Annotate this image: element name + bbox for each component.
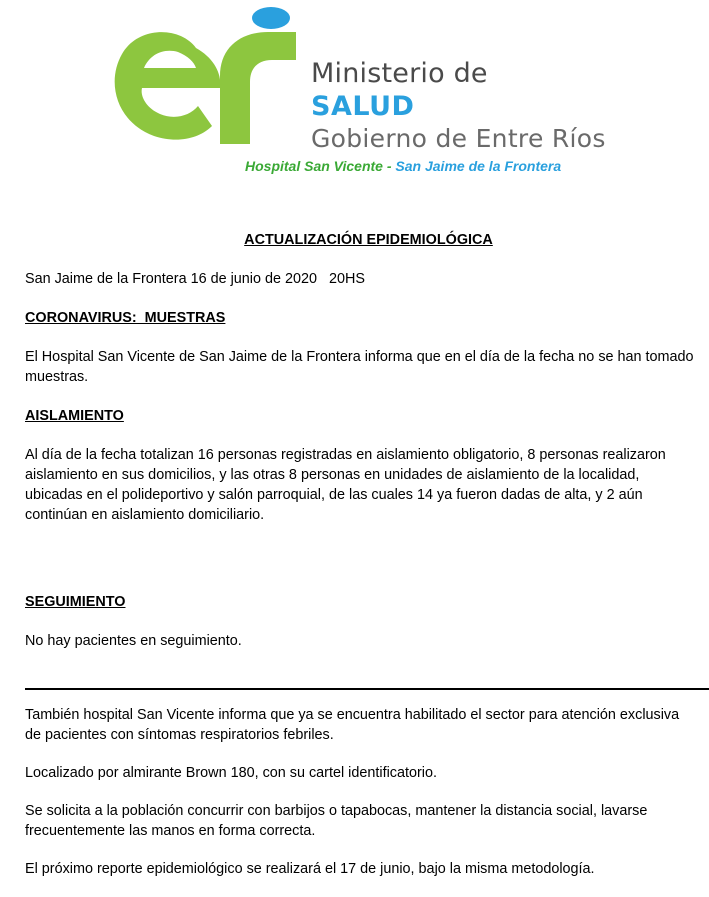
hospital-town: San Jaime de la Frontera xyxy=(395,158,562,174)
hospital-separator: - xyxy=(382,158,396,174)
section-heading-muestras: CORONAVIRUS: MUESTRAS xyxy=(25,310,226,326)
ministry-line1: Ministerio de xyxy=(311,58,488,89)
letterhead xyxy=(0,0,709,185)
section-body-muestras: El Hospital San Vicente de San Jaime de la Frontera informa que en el día de la fecha no se han tomado muestras. xyxy=(25,349,694,385)
section-body-aislamiento: Al día de la fecha totalizan 16 personas registradas en aislamiento obligatorio, 8 personas realizaron aislamiento en sus domicilios, y las otras 8 personas en unidades de aislamiento de la localidad, ubicadas en el polideportivo y salón parroquial, de las cuales 14 ya fueron dadas de alta, y 2 aún continúan en aislamiento domiciliario. xyxy=(25,447,666,523)
footer-paragraph: También hospital San Vicente informa que ya se encuentra habilitado el sector para atención exclusiva de pacientes con síntomas respiratorios febriles. xyxy=(25,707,680,743)
ministry-logo-mark xyxy=(100,4,305,154)
document-body xyxy=(25,230,697,670)
hospital-name: Hospital San Vicente xyxy=(245,158,383,174)
ministry-line2: SALUD xyxy=(311,91,415,122)
page-title: ACTUALIZACIÓN EPIDEMIOLÓGICA xyxy=(244,232,493,248)
ministry-line3: Gobierno de Entre Ríos xyxy=(311,124,606,153)
footer-paragraph: El próximo reporte epidemiológico se realizará el 17 de junio, bajo la misma metodología. xyxy=(25,861,595,877)
footer-paragraph: Localizado por almirante Brown 180, con su cartel identificatorio. xyxy=(25,765,437,781)
section-heading-seguimiento: SEGUIMIENTO xyxy=(25,594,126,610)
spacer xyxy=(25,544,697,592)
section-heading-aislamiento: AISLAMIENTO xyxy=(25,408,124,424)
footer-notes xyxy=(25,705,697,897)
ministry-name xyxy=(311,60,606,152)
hospital-line xyxy=(245,158,561,174)
divider xyxy=(25,688,709,690)
section-body-seguimiento: No hay pacientes en seguimiento. xyxy=(25,633,242,649)
date-line: San Jaime de la Frontera 16 de junio de 2020 20HS xyxy=(25,271,365,287)
footer-paragraph: Se solicita a la población concurrir con barbijos o tapabocas, mantener la distancia social, lavarse frecuentemente las manos en forma correcta. xyxy=(25,803,648,839)
